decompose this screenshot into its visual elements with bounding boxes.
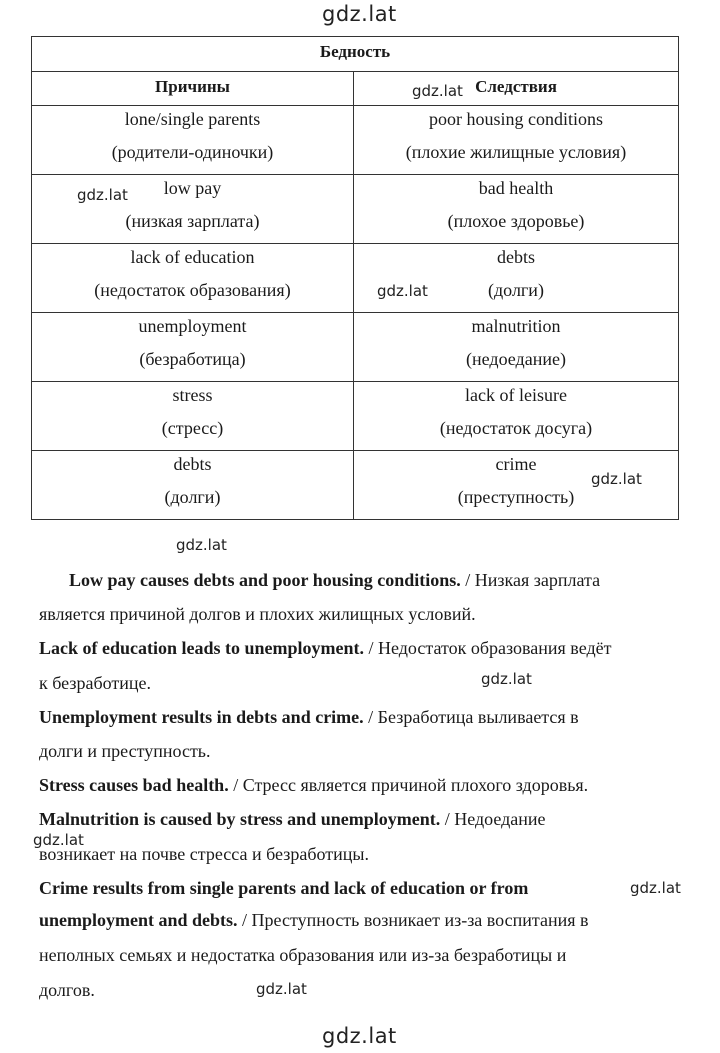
effect-cell [354,175,679,244]
header-effects: Следствия [354,72,679,106]
effect-en: malnutrition [471,316,561,336]
sentence-1-line-2 [39,603,476,625]
cause-ru: (родители-одиночки) [111,142,274,162]
sentence-3-line-1 [39,706,579,728]
watermark-bottom: gdz.lat [322,1024,397,1048]
cause-en: debts [173,454,212,474]
table-row [32,313,679,382]
cause-en: stress [172,385,213,405]
effect-ru: (преступность) [457,487,575,507]
sentence-5-ru: / Недоедание [440,809,546,829]
sentence-1-en: Low pay causes debts and poor housing conditions. [69,570,461,590]
sentence-6-en-2: unemployment and debts. [39,910,238,930]
cause-ru: (долги) [164,487,221,507]
watermark-row2: gdz.lat [77,186,128,204]
sentence-6-line-2 [39,909,589,931]
watermark-sentence6: gdz.lat [630,879,681,897]
sentence-6-ru-cont-1: неполных семьях и недостатка образования или из-за безработицы и [39,945,567,965]
table-row [32,244,679,313]
sentence-6-line-3 [39,944,566,966]
sentence-3-en: Unemployment results in debts and crime. [39,707,364,727]
cause-cell [32,451,354,520]
table-row [32,382,679,451]
sentence-2-ru-cont: к безработице. [39,673,152,693]
watermark-sentence6-end: gdz.lat [256,980,307,998]
watermark-sentence5: gdz.lat [33,831,84,849]
watermark-sentence2: gdz.lat [481,670,532,688]
header-causes: Причины [32,72,354,106]
effect-cell [354,313,679,382]
cause-cell [32,244,354,313]
sentence-3-ru-cont: долги и преступность. [39,741,211,761]
sentence-3-ru: / Безработица выливается в [363,707,579,727]
sentence-4-line-1 [39,774,588,796]
watermark-row3: gdz.lat [377,282,428,300]
poverty-table [31,36,679,520]
sentence-5-line-1 [39,808,546,830]
sentence-1-ru: / Низкая зарплата [460,570,601,590]
effect-cell [354,106,679,175]
cause-en: unemployment [138,316,247,336]
table-row [32,106,679,175]
effect-cell [354,451,679,520]
sentence-6-ru-cont-2: долгов. [39,980,95,1000]
cause-cell [32,382,354,451]
effect-cell [354,382,679,451]
watermark-top: gdz.lat [322,2,397,26]
table-row [32,175,679,244]
cause-cell [32,106,354,175]
effect-en: crime [495,454,537,474]
effect-ru: (плохое здоровье) [447,211,585,231]
sentence-1-line-1 [69,569,600,591]
watermark-row6: gdz.lat [591,470,642,488]
sentence-3-line-2 [39,740,211,762]
effect-en: poor housing conditions [429,109,603,129]
sentence-5-ru-cont: возникает на почве стресса и безработицы. [39,844,370,864]
watermark-below-table: gdz.lat [176,536,227,554]
sentence-4-ru: / Стресс является причиной плохого здоровья. [228,775,589,795]
effect-ru: (недоедание) [466,349,566,369]
sentence-2-line-1 [39,637,611,659]
sentence-5-line-2 [39,843,369,865]
cause-ru: (стресс) [161,418,224,438]
sentence-5-en: Malnutrition is caused by stress and unemployment. [39,809,441,829]
cause-en: low pay [163,178,222,198]
cause-en: lack of education [130,247,255,267]
cause-ru: (недостаток образования) [94,280,291,300]
table-title: Бедность [32,37,679,72]
effect-en: debts [497,247,535,267]
effect-cell [354,244,679,313]
sentence-2-en: Lack of education leads to unemployment. [39,638,365,658]
sentence-6-line-4 [39,979,95,1001]
sentence-1-ru-cont: является причиной долгов и плохих жилищных условий. [39,604,476,624]
sentence-6-ru: / Преступность возникает из-за воспитания в [237,910,589,930]
effect-ru: (долги) [488,280,544,300]
cause-ru: (низкая зарплата) [125,211,260,231]
effect-en: lack of leisure [465,385,567,405]
effect-ru: (недостаток досуга) [439,418,593,438]
cause-en: lone/single parents [124,109,261,129]
effect-ru: (плохие жилищные условия) [405,142,627,162]
sentence-2-line-2 [39,672,151,694]
sentence-2-ru: / Недостаток образования ведёт [364,638,612,658]
cause-cell [32,313,354,382]
cause-ru: (безработица) [139,349,246,369]
table-row [32,451,679,520]
effect-en: bad health [478,178,554,198]
cause-cell [32,175,354,244]
sentence-4-en: Stress causes bad health. [39,775,229,795]
sentence-6-line-1 [39,877,528,899]
sentence-6-en-1: Crime results from single parents and lack of education or from [39,878,529,898]
watermark-table-header: gdz.lat [412,82,463,100]
